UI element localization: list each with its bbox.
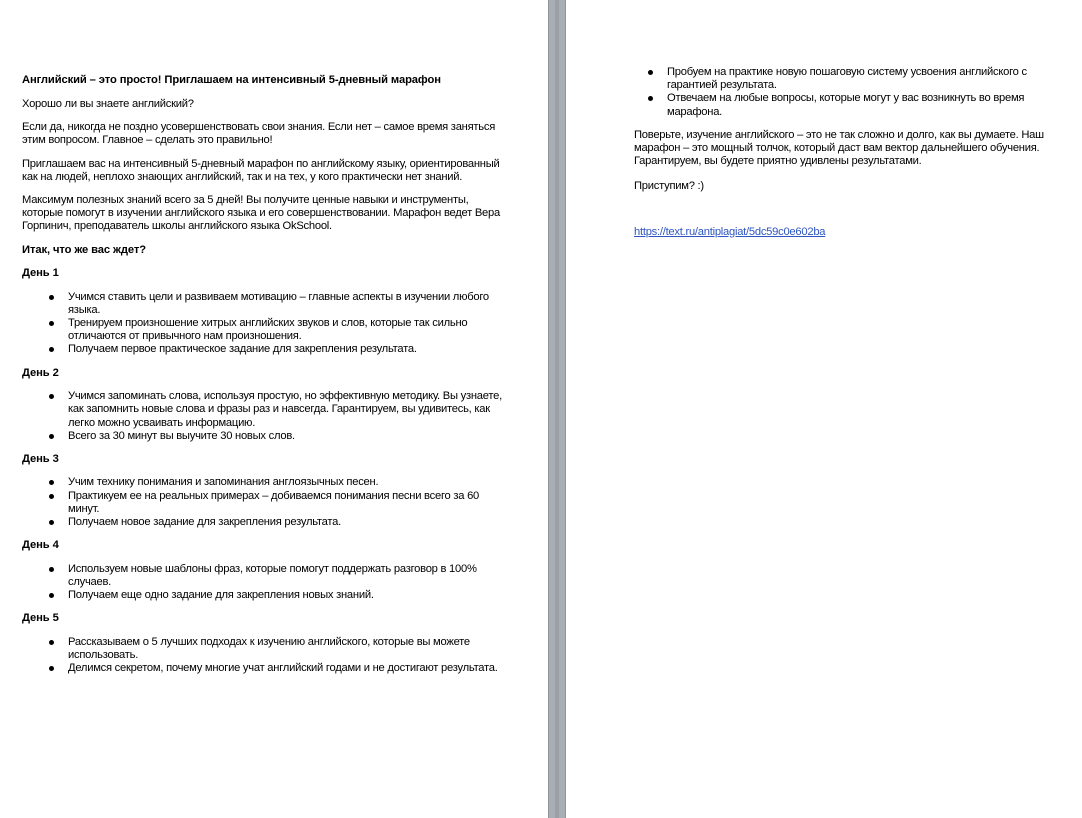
list-item: Пробуем на практике новую пошаговую систему усвоения английского с гарантией результата. — [634, 66, 1074, 92]
intro-paragraph-1: Хорошо ли вы знаете английский? — [22, 98, 194, 110]
day-1-heading: День 1 — [22, 267, 59, 280]
list-item: Получаем еще одно задание для закрепления новых знаний. — [22, 589, 508, 602]
list-item: Получаем новое задание для закрепления результата. — [22, 516, 508, 529]
closing-paragraph-2: Приступим? :) — [634, 180, 704, 193]
page-gutter — [548, 0, 566, 818]
bullet-icon — [49, 494, 54, 499]
day-3-list — [22, 476, 508, 529]
source-link[interactable]: https://text.ru/antiplagiat/5dc59c0e602ba — [634, 225, 826, 238]
bullet-icon — [49, 593, 54, 598]
bullet-icon — [49, 640, 54, 645]
day-3-heading: День 3 — [22, 452, 59, 465]
bullet-icon — [49, 567, 54, 572]
day-1-list — [22, 291, 508, 357]
bullet-icon — [648, 96, 653, 101]
bullet-icon — [49, 394, 54, 399]
day-5-list-continued — [634, 66, 1074, 119]
bullet-icon — [49, 666, 54, 671]
bullet-icon — [49, 347, 54, 352]
list-item: Учимся запоминать слова, используя простую, но эффективную методику. Вы узнаете, как запомнить новые слова и фразы раз и навсегда. Гарантируем, вы удивитесь, как легко можно усваивать информацию. — [22, 390, 508, 430]
bullet-icon — [49, 480, 54, 485]
day-4-list — [22, 563, 508, 603]
day-5-list — [22, 636, 508, 676]
bullet-icon — [49, 434, 54, 439]
list-item: Учим технику понимания и запоминания англоязычных песен. — [22, 476, 508, 489]
list-item: Всего за 30 минут вы выучите 30 новых слов. — [22, 430, 508, 443]
list-item: Тренируем произношение хитрых английских звуков и слов, которые так сильно отличаются от привычного нам произношения. — [22, 317, 508, 343]
intro-paragraph-4: Максимум полезных знаний всего за 5 дней! Вы получите ценные навыки и инструменты, которые помогут в изучении английского языка и его совершенствовании. Марафон ведет Вера Горпинич, преподаватель школы английского языка OkSchool. — [22, 194, 500, 233]
list-item: Отвечаем на любые вопросы, которые могут у вас возникнуть во время марафона. — [634, 92, 1074, 118]
day-4-heading: День 4 — [22, 539, 59, 552]
list-item: Учимся ставить цели и развиваем мотивацию – главные аспекты в изучении любого языка. — [22, 291, 508, 317]
document-title: Английский – это просто! Приглашаем на интенсивный 5-дневный марафон — [22, 74, 441, 86]
day-2-heading: День 2 — [22, 366, 59, 379]
day-5-heading: День 5 — [22, 612, 59, 625]
list-item: Рассказываем о 5 лучших подходах к изучению английского, которые вы можете использовать. — [22, 636, 508, 662]
page-2 — [566, 0, 1082, 818]
list-item: Получаем первое практическое задание для закрепления результата. — [22, 343, 508, 356]
list-item: Используем новые шаблоны фраз, которые помогут поддержать разговор в 100% случаев. — [22, 563, 508, 589]
bullet-icon — [49, 520, 54, 525]
bullet-icon — [49, 295, 54, 300]
day-2-list — [22, 390, 508, 443]
bullet-icon — [648, 70, 653, 75]
intro-paragraph-3: Приглашаем вас на интенсивный 5-дневный марафон по английскому языку, ориентированный как на людей, неплохо знающих английский, так и на тех, у кого практически нет знаний. — [22, 157, 500, 183]
list-item: Делимся секретом, почему многие учат английский годами и не достигают результата. — [22, 662, 508, 675]
bullet-icon — [49, 321, 54, 326]
closing-paragraph-1: Поверьте, изучение английского – это не так сложно и долго, как вы думаете. Наш марафон – это мощный толчок, который даст вам вектор дальнейшего обучения. Гарантируем, вы будете приятно удивлены результатами. — [634, 128, 1044, 168]
intro-paragraph-2: Если да, никогда не поздно усовершенствовать свои знания. Если нет – самое время заняться этим вопросом. Главное – сделать это правильно! — [22, 121, 496, 147]
what-awaits-heading: Итак, что же вас ждет? — [22, 243, 146, 256]
list-item: Практикуем ее на реальных примерах – добиваемся понимания песни всего за 60 минут. — [22, 490, 508, 516]
